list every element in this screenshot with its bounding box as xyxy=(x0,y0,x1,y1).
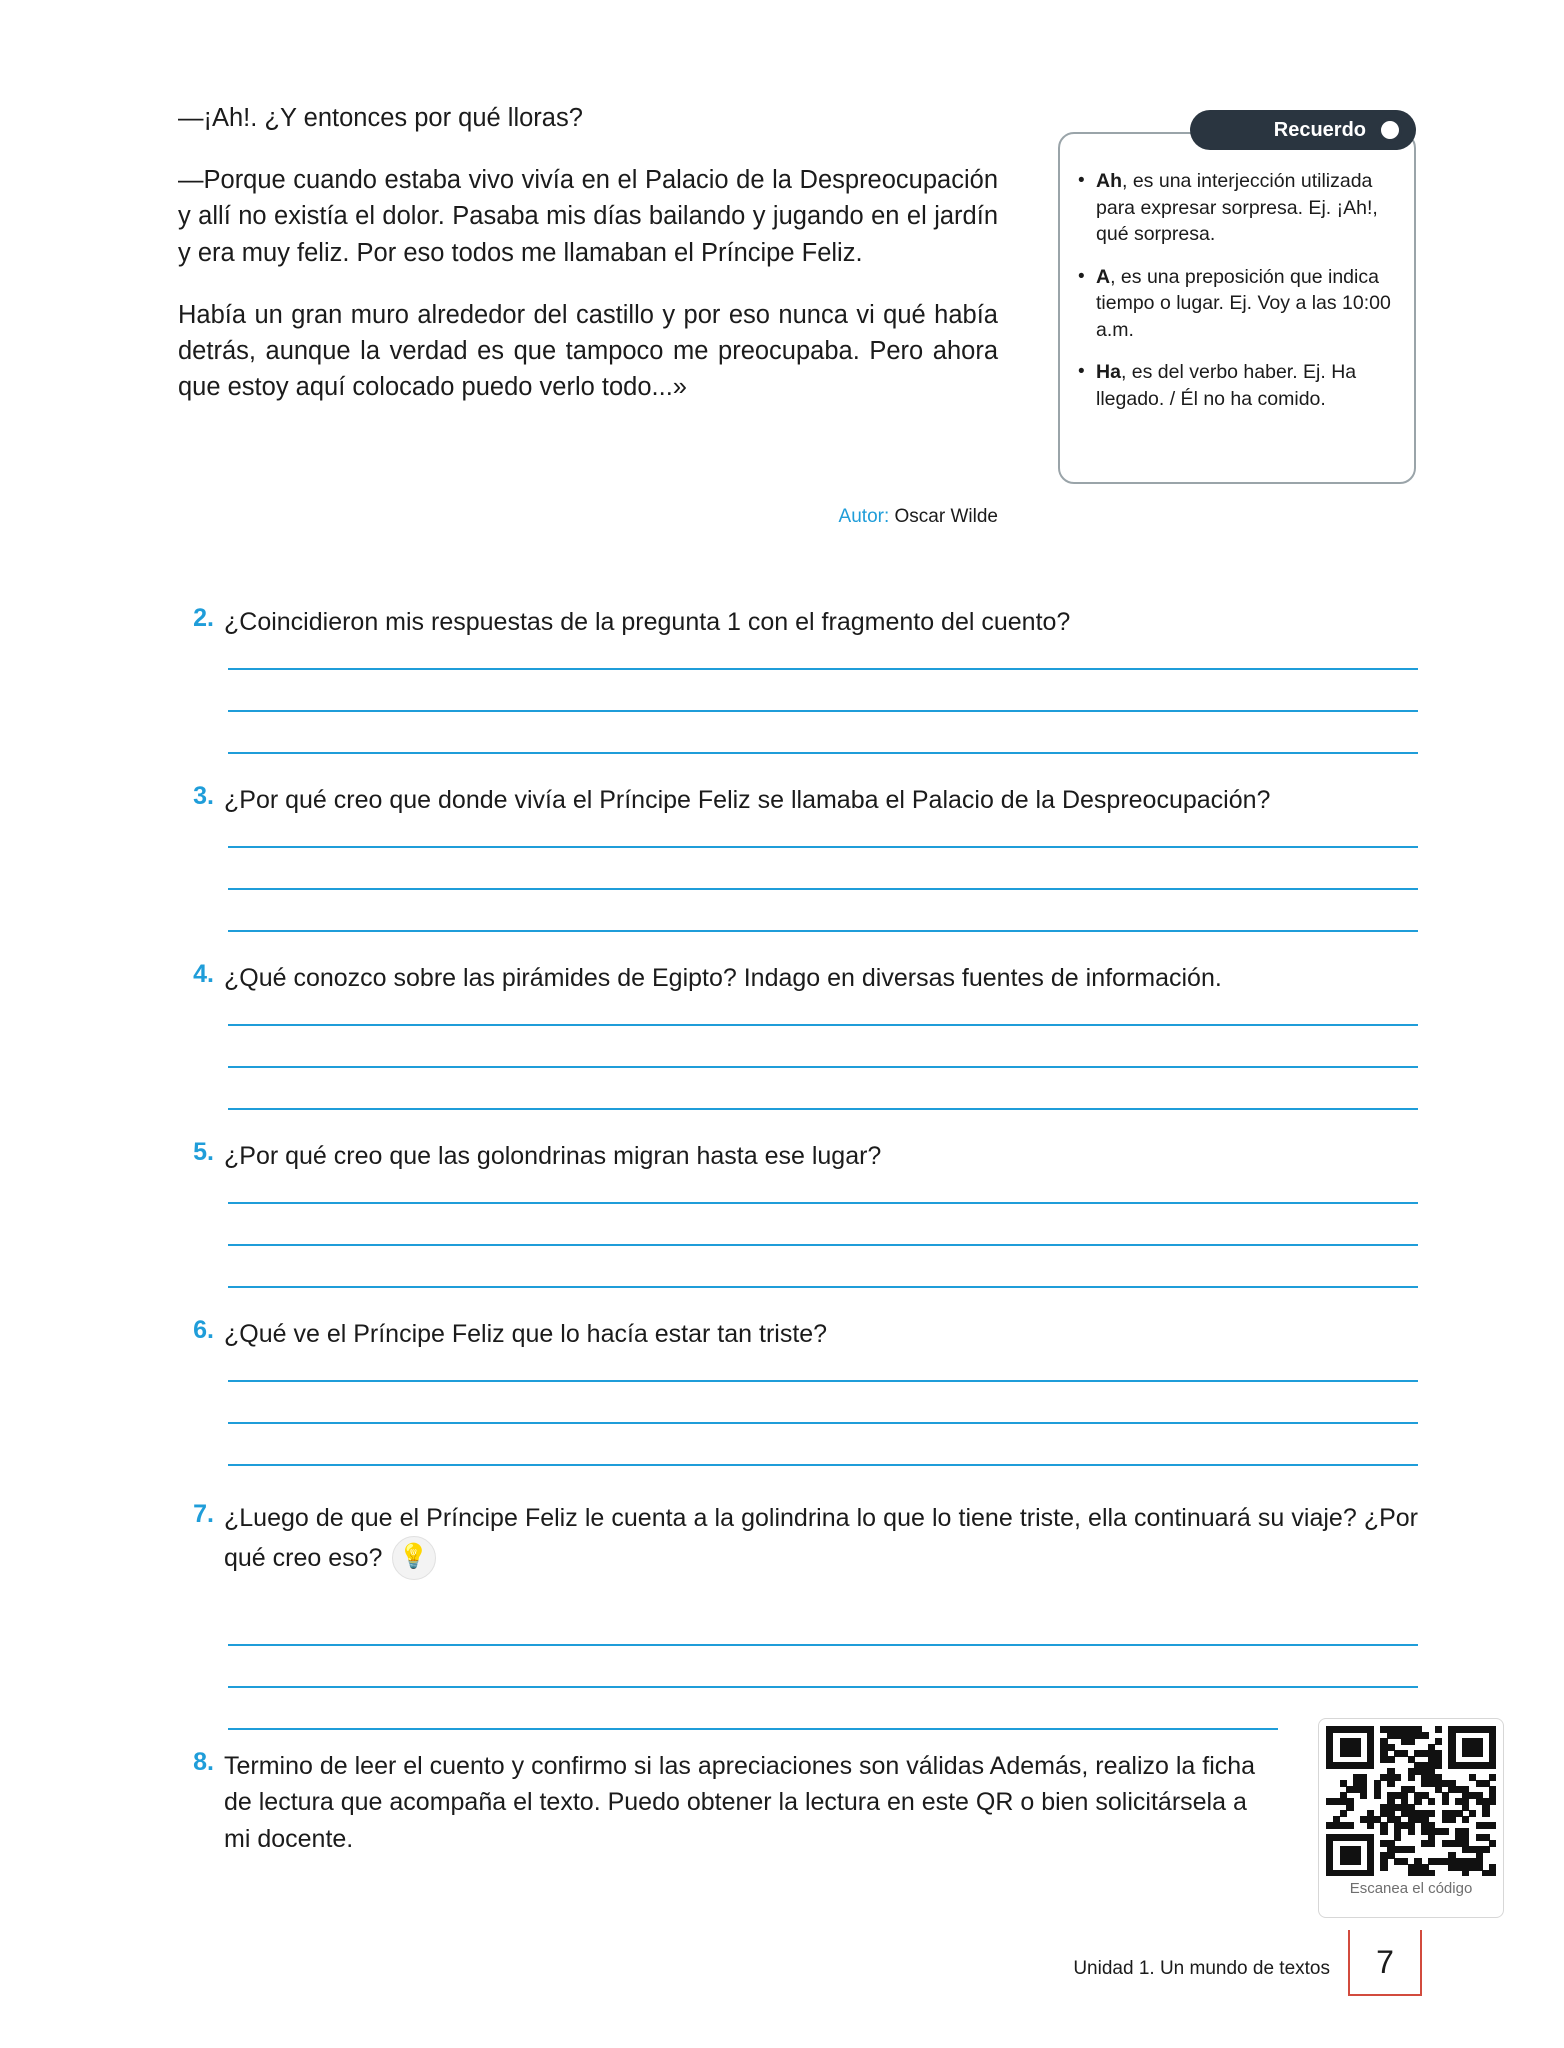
answer-line[interactable] xyxy=(228,1108,1418,1110)
question-text: Termino de leer el cuento y confirmo si las apreciaciones son válidas Además, realizo la ficha de lectura que acompaña el texto. Puedo obtener la lectura en este QR o bien solicitársela a mi docente. xyxy=(224,1752,1256,1853)
reading-passage xyxy=(178,100,998,419)
qr-code-block[interactable] xyxy=(1318,1718,1504,1918)
recuerdo-definition: , es una interjección utilizada para expresar sorpresa. Ej. ¡Ah!, qué sorpresa. xyxy=(1096,170,1378,246)
answer-line[interactable] xyxy=(228,846,1418,848)
passage-paragraph-2: —Porque cuando estaba vivo vivía en el Palacio de la Despreocupación y allí no existía el dolor. Pasaba mis días bailando y jugando en el jardín y era muy feliz. Por eso todos me llamaban el Príncipe Feliz. xyxy=(178,166,998,267)
answer-line[interactable] xyxy=(228,1686,1418,1688)
qr-code-image[interactable] xyxy=(1326,1726,1496,1876)
question-text xyxy=(224,1500,1418,1578)
question-text: ¿Coincidieron mis respuestas de la pregunta 1 con el fragmento del cuento? xyxy=(224,608,1071,636)
recuerdo-item xyxy=(1078,359,1408,412)
bullet-icon: • xyxy=(1078,170,1085,191)
recuerdo-item xyxy=(1078,264,1408,344)
question-6 xyxy=(178,1316,1418,1352)
recuerdo-title: Recuerdo xyxy=(1273,118,1366,141)
recuerdo-term: Ah xyxy=(1096,170,1122,192)
question-3 xyxy=(178,782,1418,818)
answer-line[interactable] xyxy=(228,888,1418,890)
question-4 xyxy=(178,960,1418,996)
answer-line[interactable] xyxy=(228,668,1418,670)
answer-line[interactable] xyxy=(228,752,1418,754)
question-number: 8. xyxy=(193,1748,214,1776)
question-5 xyxy=(178,1138,1418,1174)
recuerdo-definition: , es una preposición que indica tiempo o lugar. Ej. Voy a las 10:00 a.m. xyxy=(1096,265,1391,341)
lightbulb-icon: 💡 xyxy=(392,1536,434,1578)
question-text: ¿Qué ve el Príncipe Feliz que lo hacía estar tan triste? xyxy=(224,1320,828,1348)
question-2 xyxy=(178,604,1418,640)
passage-paragraph-1: —¡Ah!. ¿Y entonces por qué lloras? xyxy=(178,104,583,132)
recuerdo-dot-icon xyxy=(1378,118,1402,142)
question-number: 6. xyxy=(193,1316,214,1344)
author-name: Oscar Wilde xyxy=(894,506,998,527)
question-number: 4. xyxy=(193,960,214,988)
question-text: ¿Qué conozco sobre las pirámides de Egipto? Indago en diversas fuentes de información. xyxy=(224,964,1222,992)
bullet-icon: • xyxy=(1078,361,1085,383)
question-7 xyxy=(178,1500,1418,1578)
answer-line[interactable] xyxy=(228,1728,1278,1730)
recuerdo-term: Ha xyxy=(1096,361,1121,384)
passage-author xyxy=(178,506,998,528)
author-label: Autor: xyxy=(838,506,890,527)
question-8 xyxy=(178,1748,1278,1857)
answer-line[interactable] xyxy=(228,1286,1418,1288)
question-text: ¿Por qué creo que las golondrinas migran hasta ese lugar? xyxy=(224,1142,882,1170)
recuerdo-definition: , es del verbo haber. Ej. Ha llegado. / Él no ha comido. xyxy=(1096,361,1357,410)
question-text-span: ¿Luego de que el Príncipe Feliz le cuenta a la golindrina lo que lo tiene triste, ella continuará su viaje? ¿Por qué creo eso? xyxy=(224,1504,1418,1573)
footer-unit-label: Unidad 1. Un mundo de textos xyxy=(1073,1958,1330,1979)
answer-line[interactable] xyxy=(228,1244,1418,1246)
recuerdo-tab xyxy=(1190,110,1416,150)
recuerdo-term: A xyxy=(1096,265,1111,288)
question-number: 2. xyxy=(193,604,214,632)
answer-line[interactable] xyxy=(228,710,1418,712)
recuerdo-item xyxy=(1078,168,1408,248)
answer-line[interactable] xyxy=(228,930,1418,932)
question-text: ¿Por qué creo que donde vivía el Príncipe Feliz se llamaba el Palacio de la Despreocupación? xyxy=(224,786,1271,814)
qr-caption: Escanea el código xyxy=(1349,1880,1473,1897)
answer-line[interactable] xyxy=(228,1422,1418,1424)
passage-paragraph-3: Había un gran muro alrededor del castillo y por eso nunca vi qué había detrás, aunque la verdad es que tampoco me preocupaba. Pero ahora que estoy aquí colocado puedo verlo todo...» xyxy=(178,300,998,402)
page-number: 7 xyxy=(1348,1930,1422,1996)
answer-line[interactable] xyxy=(228,1202,1418,1204)
answer-line[interactable] xyxy=(228,1464,1418,1466)
answer-line[interactable] xyxy=(228,1644,1418,1646)
question-number: 3. xyxy=(193,782,214,810)
bullet-icon: • xyxy=(1078,265,1085,287)
answer-line[interactable] xyxy=(228,1024,1418,1026)
question-number: 5. xyxy=(193,1138,214,1166)
answer-line[interactable] xyxy=(228,1066,1418,1068)
recuerdo-list xyxy=(1078,168,1408,428)
question-number: 7. xyxy=(193,1500,214,1528)
answer-line[interactable] xyxy=(228,1380,1418,1382)
